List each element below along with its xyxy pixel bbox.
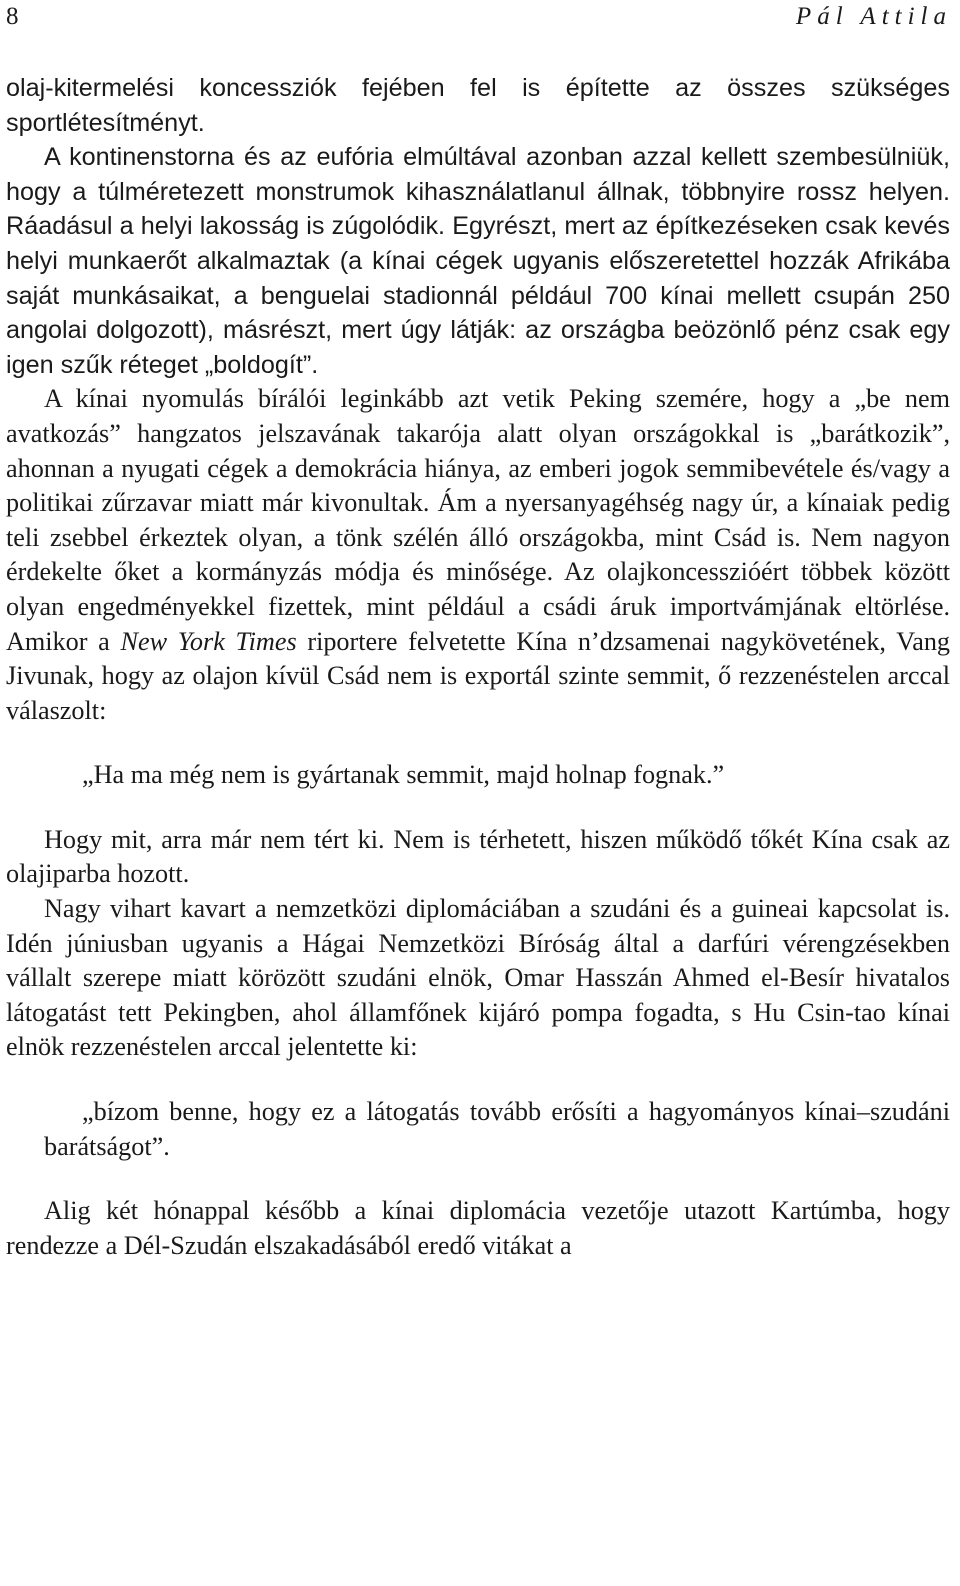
paragraph-text: Egyrészt, mert az építkezéseken csak kevés helyi munkaerőt alkalmaztak (a kínai cégek ugyanis előszeretettel hozzák Afrikába saját munkásaikat, a benguelai stadionnál például 700 kínai mellett csupán 250 angolai dolgozott), másrészt, mert úgy látják: az országba beözönlő pénz csak egy igen szűk réteget „boldogít”.: [6, 212, 950, 379]
paragraph-text: A kontinenstorna és az eufória elmúltával azonban azzal kellett szembesülniük, hogy a túlméretezett monstrumok kihasználatlanul állnak, többnyire rossz helyen. Ráadásul a helyi lakosság is zúgolódik.: [6, 143, 950, 241]
block-quote: „Ha ma még nem is gyártanak semmit, majd holnap fognak.”: [82, 760, 725, 790]
block-quote: „bízom benne, hogy ez a látogatás tovább erősíti a hagyományos kínai–szudáni barátságot”.: [44, 1097, 950, 1161]
page-number: 8: [6, 3, 19, 30]
paragraph-text: A kínai nyomulás bírálói leginkább azt vetik Peking szemére, hogy a „be nem avatkozás” hangzatos jelszavának takarója alatt olyan országokkal is „barátkozik”, ahonnan a nyugati cégek a demokrácia hiánya, az emberi jogok semmibevétele és/vagy a politikai zűrzavar miatt már kivonultak. Ám a nyersanyagéhség nagy úr, a kínaiak pedig teli zsebbel érkeztek olyan, a tönk szélén álló országokba, mint Csád is. Nem nagyon érdekelte őket a kormányzás módja és minősége. Az olajkoncesszióért többek között olyan engedményekkel fizettek, mint például a csádi áruk importvámjának eltörlése. Amikor a: [6, 384, 950, 656]
article-body: [6, 71, 950, 1263]
paragraph-text: riportere felvetette Kína n’dzsamenai nagykövetének, Vang Jivunak, hogy az olajon kívül Csád nem is exportál szinte semmit, ő rezzenéstelen arccal válaszolt:: [6, 626, 951, 725]
paragraph-criticism: [6, 382, 950, 728]
paragraph: Hogy mit, arra már nem tért ki. Nem is térhetett, hiszen működő tőkét Kína csak az olajiparba hozott.: [6, 824, 950, 889]
running-head-author: Pál Attila: [795, 3, 952, 30]
paragraph-intro: [6, 140, 950, 382]
newspaper-title: New York Times: [120, 626, 297, 656]
page-header: [0, 0, 960, 40]
paragraph-continuation: olaj-kitermelési koncessziók fejében fel is építette az összes szükséges sportlétesítményt.: [6, 74, 950, 137]
paragraph: Alig két hónappal később a kínai diplomácia vezetője utazott Kartúmba, hogy rendezze a Dél-Szudán elszakadásából eredő vitákat a: [6, 1196, 950, 1260]
paragraph: Nagy vihart kavart a nemzetközi diplomáciában a szudáni és a guineai kapcsolat is. Idén júniusban ugyanis a Hágai Nemzetközi Bíróság által a darfúri vérengzésekben vállalt szerepe miatt körözött szudáni elnök, Omar Hasszán Ahmed el-Besír hivatalos látogatást tett Pekingben, ahol államfőnek kijáró pompa fogadta, s Hu Csin-tao kínai elnök rezzenéstelen arccal jelentette ki:: [6, 894, 950, 1062]
